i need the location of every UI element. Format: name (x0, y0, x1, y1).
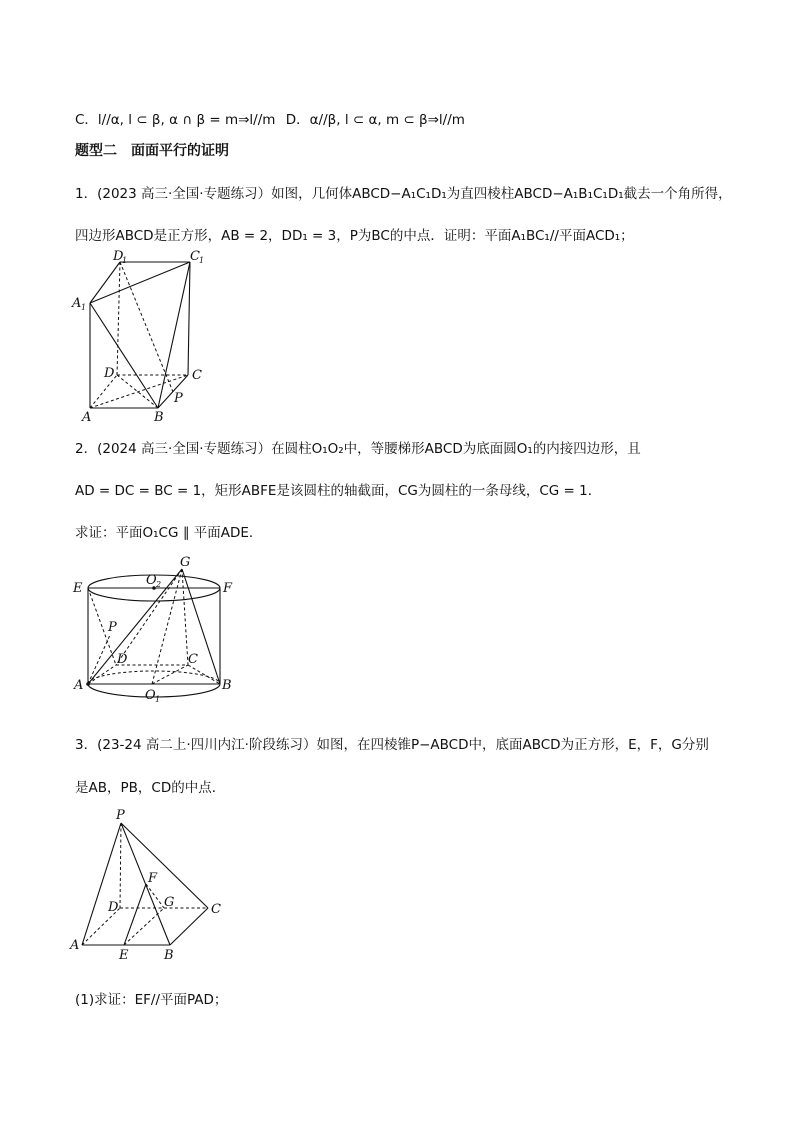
q2-label-b: B (222, 678, 232, 693)
q1-label-c: C (192, 368, 202, 383)
q2-label-p: P (108, 620, 117, 635)
q2-label-o2-sub: 2 (156, 580, 162, 589)
q1-label-d1-sub: 1 (122, 256, 128, 265)
q1-label-a: A (82, 410, 92, 425)
q2-line3: 求证：平面O₁CG ∥ 平面ADE． (75, 525, 263, 541)
q2-label-o1: O (145, 688, 156, 703)
q3-label-f: F (148, 871, 158, 886)
q1-label-a1: A (72, 296, 82, 311)
section-title: 题型二 面面平行的证明 (75, 143, 229, 159)
q3-line2: 是AB，PB，CD的中点． (75, 780, 226, 796)
q2-line2: AD = DC = BC = 1，矩形ABFE是该圆柱的轴截面，CG为圆柱的一条母线，CG = 1． (75, 483, 602, 499)
q2-label-g: G (180, 555, 191, 570)
q3-label-e: E (119, 948, 129, 963)
q1-label-c1: C (190, 250, 200, 264)
q2-label-a: A (74, 678, 84, 693)
q3-pyramid-figure (66, 805, 231, 965)
q2-label-o1-sub: 1 (155, 695, 161, 704)
q3-label-d: D (108, 900, 119, 915)
q2-line1: 2．(2024 高三·全国·专题练习）在圆柱O₁O₂中，等腰梯形ABCD为底面圆O₁的内接四边形，且 (75, 441, 641, 457)
option-d: D．α//β, l ⊂ α, m ⊂ β⇒l//m (285, 112, 465, 128)
q3-label-c: C (211, 902, 221, 917)
q1-line1: 1．(2023 高三·全国·专题练习）如图，几何体ABCD−A₁C₁D₁为直四棱柱ABCD−A₁B₁C₁D₁截去一个角所得， (75, 186, 732, 202)
option-c-d-line (75, 108, 465, 128)
q3-label-b: B (164, 948, 174, 963)
q1-label-d1: D (113, 250, 124, 264)
q2-label-c: C (188, 652, 198, 667)
q2-cylinder-figure (70, 555, 240, 705)
q3-line1: 3．(23-24 高二上·四川内江·阶段练习）如图，在四棱锥P−ABCD中，底面ABCD为正方形，E，F，G分别 (75, 737, 709, 753)
q1-prism-figure (70, 250, 210, 425)
q3-label-a: A (70, 938, 80, 953)
q1-label-c1-sub: 1 (199, 256, 205, 265)
q1-line2: 四边形ABCD是正方形，AB = 2，DD₁ = 3，P为BC的中点．证明：平面A₁BC₁//平面ACD₁； (75, 228, 634, 244)
option-c: C．l//α, l ⊂ β, α ∩ β = m⇒l//m (75, 112, 276, 128)
q2-label-f: F (223, 581, 233, 596)
q1-label-a1-sub: 1 (81, 303, 87, 312)
q3-label-p: P (116, 808, 125, 823)
q2-label-o2: O (146, 573, 157, 588)
q3-label-g: G (164, 895, 175, 910)
q1-label-p: P (174, 391, 183, 406)
q1-label-b: B (154, 410, 164, 425)
q3-subquestion-1: (1)求证：EF//平面PAD； (75, 992, 228, 1008)
q1-label-d: D (104, 366, 115, 381)
q2-label-d: D (117, 652, 128, 667)
q2-label-e: E (73, 581, 83, 596)
